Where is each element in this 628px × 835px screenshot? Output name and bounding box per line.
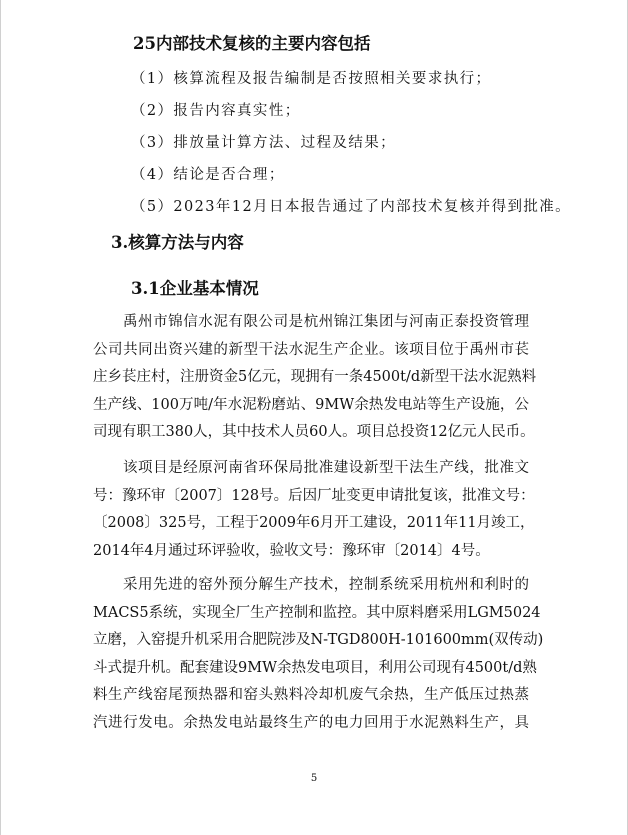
paragraph-line: 该项目是经原河南省环保局批准建设新型干法生产线，批准文	[123, 460, 529, 476]
paragraph-line: 生产线、100万吨/年水泥粉磨站、9MW余热发电站等生产设施，公	[93, 396, 529, 413]
paragraph-company-overview	[93, 309, 537, 447]
paragraph-line: 号：豫环审〔2007〕128号。后因厂址变更申请批复该，批准文号：	[93, 487, 535, 504]
paragraph-line: 公司共同出资兴建的新型干法水泥生产企业。该项目位于禹州市苌	[93, 341, 529, 358]
page-number: 5	[310, 773, 318, 784]
section-heading-3-1: 3.1企业基本情况	[131, 279, 259, 298]
review-item-5: （5）2023年12月日本报告通过了内部技术复核并得到批准。	[131, 199, 572, 215]
paragraph-line: 采用先进的窑外预分解生产技术，控制系统采用杭州和利时的	[123, 577, 529, 593]
paragraph-line: 斗式提升机。配套建设9MW余热发电项目，利用公司现有4500t/d熟	[93, 659, 537, 676]
review-item-4: （4）结论是否合理；	[131, 167, 285, 183]
page-left-border	[0, 0, 1, 835]
review-item-2: （2）报告内容真实性；	[131, 103, 301, 119]
section-heading-2-5: 25内部技术复核的主要内容包括	[133, 34, 371, 53]
paragraph-line: 料生产线窑尾预热器和窑头熟料冷却机废气余热，生产低压过热蒸	[93, 687, 529, 703]
paragraph-technology	[93, 572, 544, 737]
paragraph-line: 庄乡苌庄村，注册资金5亿元，现拥有一条4500t/d新型干法水泥熟料	[93, 369, 537, 385]
section-heading-3: 3.核算方法与内容	[111, 233, 244, 252]
paragraph-line: 禹州市锦信水泥有限公司是杭州锦江集团与河南正泰投资管理	[123, 314, 529, 330]
paragraph-line: 立磨，入窑提升机采用合肥院涉及N-TGD800H-101600mm(双传动)	[93, 632, 544, 648]
paragraph-line: 汽进行发电。余热发电站最终生产的电力回用于水泥熟料生产，具	[93, 714, 529, 731]
paragraph-line: 〔2008〕325号，工程于2009年6月开工建设，2011年11月竣工，	[93, 515, 535, 531]
review-item-1: （1）核算流程及报告编制是否按照相关要求执行；	[131, 71, 492, 87]
paragraph-line: 2014年4月通过环评验收，验收文号：豫环审〔2014〕4号。	[93, 542, 490, 559]
review-item-3: （3）排放量计算方法、过程及结果；	[131, 135, 397, 151]
paragraph-line: 司现有职工380人，其中技术人员60人。项目总投资12亿元人民币。	[93, 424, 535, 440]
paragraph-approval	[93, 455, 535, 565]
paragraph-line: MACS5系统，实现全厂生产控制和监控。其中原料磨采用LGM5024	[93, 604, 541, 621]
